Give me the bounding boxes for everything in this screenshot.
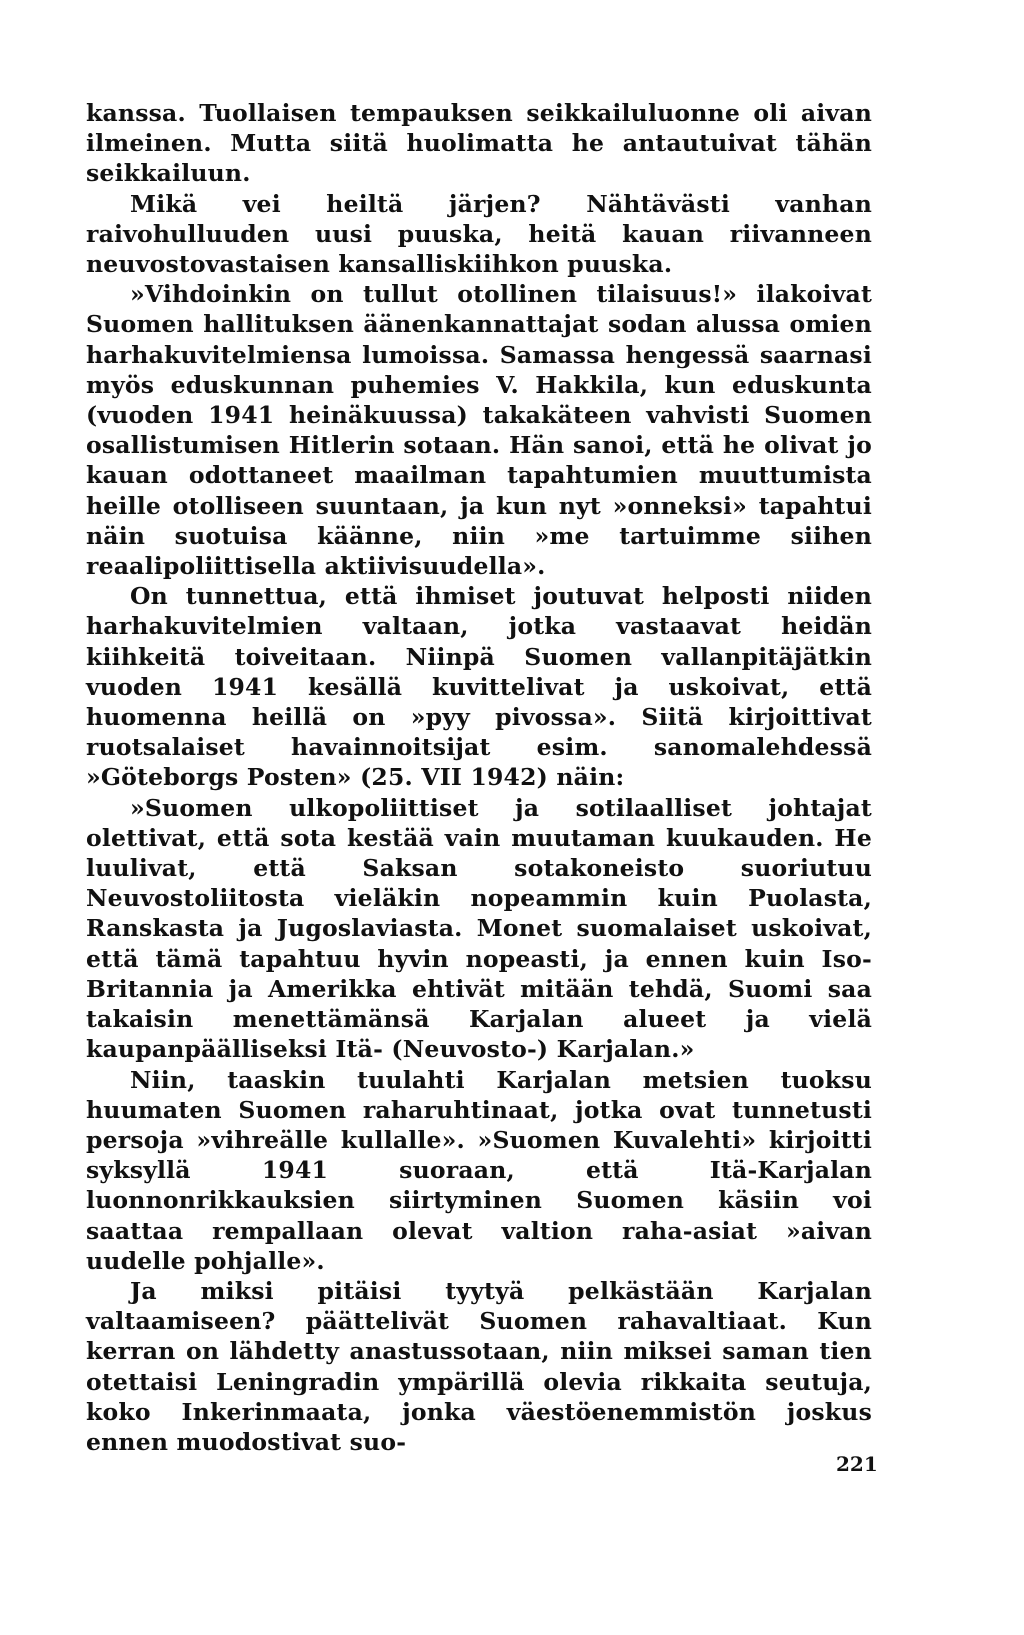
paragraph-7: Ja miksi pitäisi tyytyä pelkästään Karjalan valtaamiseen? päättelivät Suomen rahavaltiaat. Kun kerran on lähdetty anastussotaan, niin miksei saman tien otettaisi Leningradin ympärillä olevia rikkaita seutuja, koko Inkerinmaata, jonka väestöenemmistön joskus ennen muodostivat suo-	[86, 1276, 872, 1456]
page-number: 221	[836, 1452, 878, 1476]
paragraph-2: Mikä vei heiltä järjen? Nähtävästi vanhan raivohulluuden uusi puuska, heitä kauan riivanneen neuvostovastaisen kansalliskiihkon puuska.	[86, 189, 872, 279]
paragraph-1: kanssa. Tuollaisen tempauksen seikkailuluonne oli aivan ilmeinen. Mutta siitä huolimatta he antautuivat tähän seikkailuun.	[86, 99, 872, 188]
paragraph-4: On tunnettua, että ihmiset joutuvat helposti niiden harhakuvitelmien valtaan, jotka vastaavat heidän kiihkeitä toiveitaan. Niinpä Suomen vallanpitäjätkin vuoden 1941 kesällä kuvittelivat ja uskoivat, että huomenna heillä on »pyy pivossa». Siitä kirjoittivat ruotsalaiset havainnoitsijat esim. sanomalehdessä »Göteborgs Posten» (25. VII 1942) näin:	[86, 582, 872, 792]
paragraph-3: »Vihdoinkin on tullut otollinen tilaisuus!» ilakoivat Suomen hallituksen äänenkannattajat sodan alussa omien harhakuvitelmiensa lumoissa. Samassa hengessä saarnasi myös eduskunnan puhemies V. Hakkila, kun eduskunta (vuoden 1941 heinäkuussa) takakäteen vahvisti Suomen osallistumisen Hitlerin sotaan. Hän sanoi, että he olivat jo kauan odottaneet maailman tapahtumien muuttumista heille otolliseen suuntaan, ja kun nyt »onneksi» tapahtui näin suotuisa käänne, niin »me tartuimme siihen reaalipoliittisella aktiivisuudella».	[86, 280, 872, 581]
paragraph-6: Niin, taaskin tuulahti Karjalan metsien tuoksu huumaten Suomen raharuhtinaat, jotka ovat tunnetusti persoja »vihreälle kullalle». »Suomen Kuvalehti» kirjoitti syksyllä 1941 suoraan, että Itä-Karjalan luonnonrikkauksien siirtyminen Suomen käsiin voi saattaa rempallaan olevat valtion raha-asiat »aivan uudelle pohjalle».	[86, 1065, 872, 1275]
body-text	[86, 98, 872, 1457]
quote-paragraph: »Suomen ulkopoliittiset ja sotilaalliset johtajat olettivat, että sota kestää vain muutaman kuukauden. He luulivat, että Saksan sotakoneisto suoriutuu Neuvostoliitosta vieläkin nopeammin kuin Puolasta, Ranskasta ja Jugoslaviasta. Monet suomalaiset uskoivat, että tämä tapahtuu hyvin nopeasti, ja ennen kuin Iso-Britannia ja Amerikka ehtivät mitään tehdä, Suomi saa takaisin menettämänsä Karjalan alueet ja vielä kaupanpäälliseksi Itä- (Neuvosto-) Karjalan.»	[86, 793, 872, 1064]
